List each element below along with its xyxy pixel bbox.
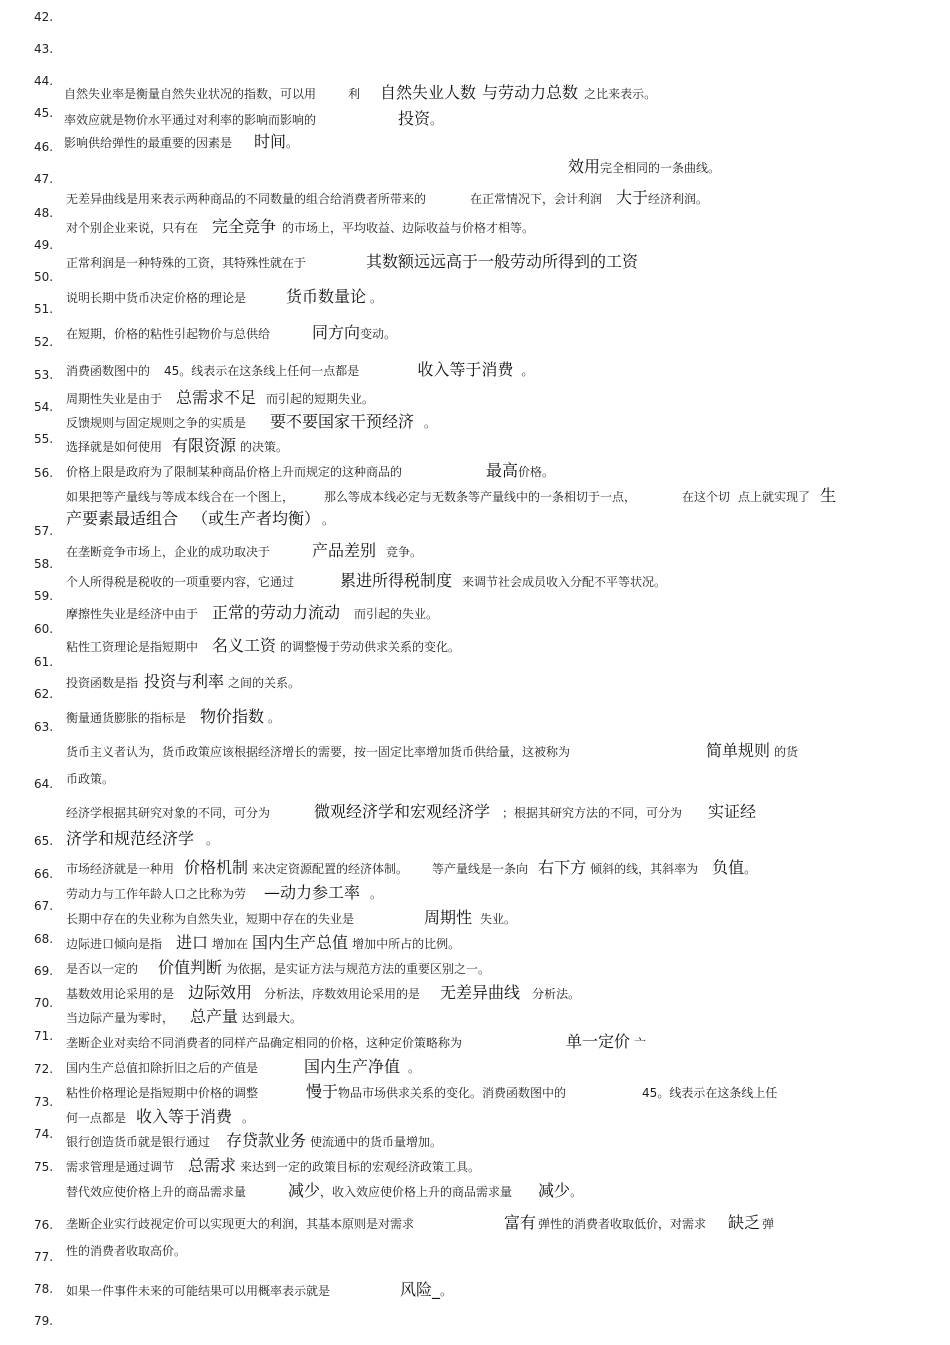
question-text: ；根据其研究方法的不同，可分为 (502, 806, 683, 820)
question-text: 利 (348, 87, 361, 101)
answer-text: 自然失业人数 (380, 83, 477, 102)
question-text: 粘性工资理论是指短期中 (66, 640, 199, 654)
item-number: 71. (34, 1029, 54, 1043)
question-text: 率效应就是物价水平通过对利率的影响而影响的 (64, 113, 317, 127)
question-text: 当边际产量为零时， (66, 1011, 175, 1025)
item-number: 67. (34, 899, 54, 913)
answer-text: 有限资源 (172, 436, 237, 455)
answer-text: 减少 (538, 1181, 571, 1200)
text-line (64, 129, 298, 152)
question-text: 垄断企业对卖给不同消费者的同样产品确定相同的价格，这种定价策略称为 (66, 1036, 463, 1050)
question-text: 如果把等产量线与等成本线合在一个图上， (66, 490, 295, 504)
question-text: 投资函数是指 (66, 676, 139, 690)
question-text: 。 (521, 364, 534, 378)
item-number: 42. (34, 10, 54, 24)
question-text: 的市场上，平均收益、边际收益与价格才相等。 (282, 221, 535, 235)
text-line (66, 1079, 777, 1102)
text-line (66, 855, 756, 878)
item-number: 57. (34, 524, 54, 538)
item-number: 62. (34, 687, 54, 701)
answer-text: 国内生产总值 (252, 933, 349, 952)
item-number: 51. (34, 302, 54, 316)
question-text: 之比来表示。 (584, 87, 657, 101)
question-text: 衡量通货膨胀的指标是 (66, 711, 187, 725)
question-text: 劳动力与工作年龄人口之比称为劳 (66, 887, 247, 901)
question-text: 。 (744, 862, 757, 876)
question-text: 完全相同的一条曲线。 (600, 161, 721, 175)
item-number: 63. (34, 720, 54, 734)
text-line (66, 980, 580, 1003)
text-line (66, 799, 756, 822)
item-number: 76. (34, 1218, 54, 1232)
answer-text: 要不要国家干预经济 (270, 412, 415, 431)
answer-text: 产品差别 (312, 541, 377, 560)
text-line (66, 284, 382, 307)
question-text: 币政策。 (66, 772, 115, 786)
question-text: 国内生产总值扣除折旧之后的产值是 (66, 1061, 259, 1075)
answer-text: 货币数量论 (286, 287, 367, 306)
question-text: 如果一件事件未来的可能结果可以用概率表示就是 (66, 1284, 331, 1298)
question-text: 变动。 (360, 327, 397, 341)
text-line (66, 704, 280, 727)
question-text: 为依据，是实证方法与规范方法的重要区别之一。 (226, 962, 491, 976)
text-line (66, 1210, 774, 1233)
question-text: 。 (424, 416, 437, 430)
question-text: 分析法，序数效用论采用的是 (264, 987, 421, 1001)
text-line (66, 320, 396, 343)
answer-text: 单一定价 (566, 1032, 631, 1051)
question-text: 。 (370, 291, 383, 305)
question-text: 的货 (774, 745, 799, 759)
question-text: 对个别企业来说，只有在 (66, 221, 199, 235)
answer-text: 总需求 (188, 1156, 237, 1175)
question-text: ，收入效应使价格上升的商品需求量 (320, 1185, 513, 1199)
question-text: 点上就实现了 (738, 490, 811, 504)
question-text: 边际进口倾向是指 (66, 937, 163, 951)
answer-text: 完全竞争 (212, 217, 277, 236)
answer-text: 边际效用 (188, 983, 253, 1002)
question-text: 价格上限是政府为了限制某种商品价格上升而规定的这种商品的 (66, 465, 403, 479)
question-text: 增加在 (212, 937, 249, 951)
answer-text: 其数额远远高于一般劳动所得到的工资 (366, 252, 639, 271)
item-number: 50. (34, 270, 54, 284)
question-text: 来决定资源配置的经济体制。 (252, 862, 409, 876)
text-line (66, 1242, 186, 1259)
question-text: 影响供给弹性的最重要的因素是 (64, 136, 233, 150)
text-line (64, 106, 442, 129)
item-number: 60. (34, 622, 54, 636)
answer-text: 济学和规范经济学 (66, 829, 195, 848)
answer-text: 大于 (616, 188, 649, 207)
item-number: 79. (34, 1314, 54, 1328)
question-text: 倾斜的线，其斜率为 (590, 862, 699, 876)
text-line (66, 483, 836, 506)
question-text: 等产量线是一条向 (432, 862, 529, 876)
answer-text: 总产量 (190, 1007, 239, 1026)
question-text: 需求管理是通过调节 (66, 1160, 175, 1174)
answer-text: 进口 (176, 933, 209, 952)
question-text: 增加中所占的比例。 (352, 937, 461, 951)
item-number: 72. (34, 1062, 54, 1076)
text-line (66, 930, 460, 953)
text-line (66, 458, 554, 481)
text-line (66, 568, 666, 591)
question-text: 替代效应使价格上升的商品需求量 (66, 1185, 247, 1199)
text-line (66, 214, 534, 237)
text-line (66, 1128, 442, 1151)
item-number: 66. (34, 867, 54, 881)
answer-text: 收入等于消费 (417, 360, 514, 379)
answer-text: 价值判断 (158, 958, 223, 977)
item-number: 44. (34, 74, 54, 88)
item-number: 70. (34, 996, 54, 1010)
question-text: 货币主义者认为，货币政策应该根据经济增长的需要，按一固定比率增加货币供给量，这被称为 (66, 745, 571, 759)
answer-text: 投资与利率 (144, 672, 225, 691)
question-text: 。 (242, 1111, 255, 1125)
question-text: 。 (322, 513, 335, 527)
question-text: 性的消费者收取高价。 (66, 1244, 187, 1258)
question-text: 。 (268, 711, 281, 725)
item-number: 56. (34, 466, 54, 480)
text-line (66, 826, 218, 849)
question-text: 是否以一定的 (66, 962, 139, 976)
answer-text: 累进所得税制度 (340, 571, 453, 590)
question-text: 。 (206, 833, 219, 847)
item-number: 68. (34, 932, 54, 946)
answer-text: 价格机制 (184, 858, 249, 877)
item-number: 64. (34, 777, 54, 791)
question-text: 说明长期中货币决定价格的理论是 (66, 291, 247, 305)
item-number: 48. (34, 206, 54, 220)
question-text: 使流通中的货币量增加。 (310, 1135, 443, 1149)
item-number: 78. (34, 1282, 54, 1296)
question-text: 来调节社会成员收入分配不平等状况。 (462, 575, 667, 589)
question-text: 竞争。 (386, 545, 423, 559)
answer-text: 实证经 (708, 802, 757, 821)
answer-text: 物价指数 (200, 707, 265, 726)
question-text: 反馈规则与固定规则之争的实质是 (66, 416, 247, 430)
question-text: 来达到一定的政策目标的宏观经济政策工具。 (240, 1160, 481, 1174)
answer-text: 国内生产净值 (304, 1057, 401, 1076)
answer-text: 与劳动力总数 (482, 83, 579, 102)
text-line (66, 433, 288, 456)
question-text: 分析法。 (532, 987, 581, 1001)
question-text: 45 (642, 1086, 658, 1100)
answer-text: 效用 (568, 157, 601, 176)
question-text: 。 (430, 113, 443, 127)
answer-text: 总需求不足 (176, 388, 257, 407)
text-line (66, 357, 533, 380)
question-text: 45 (164, 364, 180, 378)
question-text: 个人所得税是税收的一项重要内容，它通过 (66, 575, 295, 589)
question-text: 之间的关系。 (228, 676, 301, 690)
text-line (66, 880, 382, 903)
item-number: 49. (34, 238, 54, 252)
answer-text: 简单规则 (706, 741, 771, 760)
text-line (66, 185, 708, 208)
question-text: 经济利润。 (648, 192, 709, 206)
answer-text: 无差异曲线 (440, 983, 521, 1002)
answer-text: 最高 (486, 461, 519, 480)
text-line (66, 1054, 420, 1077)
answer-text: 负值 (712, 858, 745, 877)
answer-text: 右下方 (538, 858, 587, 877)
question-text: 。 (408, 1061, 421, 1075)
answer-text: 慢于 (306, 1082, 339, 1101)
text-line (66, 1029, 646, 1052)
answer-text: —动力参工率 (264, 883, 361, 902)
question-text: 摩擦性失业是经济中由于 (66, 607, 199, 621)
question-text: 市场经济就是一种用 (66, 862, 175, 876)
text-line (66, 1004, 302, 1027)
item-number: 47. (34, 172, 54, 186)
question-text: 银行创造货币就是银行通过 (66, 1135, 211, 1149)
item-number: 43. (34, 42, 54, 56)
question-text: 在垄断竞争市场上，企业的成功取决于 (66, 545, 271, 559)
question-text: 而引起的失业。 (354, 607, 439, 621)
question-text: 自然失业率是衡量自然失业状况的指数，可以用 (64, 87, 317, 101)
item-number: 46. (34, 140, 54, 154)
question-text: 亠 (634, 1036, 647, 1050)
question-text: 弹性的消费者收取低价，对需求 (538, 1217, 707, 1231)
question-text: 那么等成本线必定与无数条等产量线中的一条相切于一点， (324, 490, 637, 504)
question-text: 物品市场供求关系的变化。消费函数图中的 (338, 1086, 567, 1100)
text-line (64, 80, 656, 103)
answer-text: 风险_ (400, 1280, 441, 1299)
text-line (66, 669, 300, 692)
item-number: 53. (34, 368, 54, 382)
text-line (66, 249, 638, 272)
question-text: 周期性失业是由于 (66, 392, 163, 406)
question-text: 。 (570, 1185, 583, 1199)
item-number: 61. (34, 655, 54, 669)
answer-text: 正常的劳动力流动 (212, 603, 341, 622)
item-number: 77. (34, 1250, 54, 1264)
item-number: 59. (34, 589, 54, 603)
question-text: 无差异曲线是用来表示两种商品的不同数量的组合给消费者所带来的 (66, 192, 427, 206)
question-text: 。 (370, 887, 383, 901)
question-text: 失业。 (480, 912, 517, 926)
question-text: 选择就是如何使用 (66, 440, 163, 454)
question-text: 在这个切 (682, 490, 731, 504)
question-text: 弹 (762, 1217, 775, 1231)
text-line (66, 506, 334, 529)
answer-text: 周期性 (424, 908, 473, 927)
answer-text: 收入等于消费 (136, 1107, 233, 1126)
question-text: 粘性价格理论是指短期中价格的调整 (66, 1086, 259, 1100)
text-line (66, 1277, 452, 1300)
answer-text: 名义工资 (212, 636, 277, 655)
answer-text: 减少 (288, 1181, 321, 1200)
question-text: 的调整慢于劳动供求关系的变化。 (280, 640, 461, 654)
answer-text: 生 (820, 486, 837, 505)
answer-text: （或生产者均衡） (192, 509, 313, 528)
text-line (66, 633, 460, 656)
item-number: 75. (34, 1160, 54, 1174)
question-text: 基数效用论采用的是 (66, 987, 175, 1001)
text-line (66, 955, 490, 978)
text-line (66, 385, 374, 408)
question-text: 垄断企业实行歧视定价可以实现更大的利润，其基本原则是对需求 (66, 1217, 415, 1231)
question-text: 经济学根据其研究对象的不同，可分为 (66, 806, 271, 820)
text-line (66, 538, 422, 561)
item-number: 45. (34, 106, 54, 120)
item-number: 58. (34, 557, 54, 571)
answer-text: 时间 (254, 132, 287, 151)
question-text: 在短期，价格的粘性引起物价与总供给 (66, 327, 271, 341)
item-number: 55. (34, 432, 54, 446)
question-text: 。 (286, 136, 299, 150)
text-line (66, 905, 516, 928)
question-text: 正常利润是一种特殊的工资，其特殊性就在于 (66, 256, 307, 270)
question-text: 在正常情况下，会计利润 (470, 192, 603, 206)
item-number: 65. (34, 834, 54, 848)
answer-text: 微观经济学和宏观经济学 (314, 802, 491, 821)
text-line (66, 1178, 582, 1201)
answer-text: 产要素最适组合 (66, 509, 179, 528)
answer-text: 同方向 (312, 323, 361, 342)
text-line (568, 154, 720, 177)
question-text: 价格。 (518, 465, 555, 479)
text-line (66, 770, 114, 787)
answer-text: 存贷款业务 (226, 1131, 307, 1150)
question-text: 而引起的短期失业。 (266, 392, 375, 406)
question-text: 何一点都是 (66, 1111, 127, 1125)
question-text: 达到最大。 (242, 1011, 303, 1025)
answer-text: 富有 (504, 1213, 537, 1232)
text-line (66, 738, 798, 761)
question-text: 。 (440, 1284, 453, 1298)
text-line (66, 409, 436, 432)
question-text: 长期中存在的失业称为自然失业，短期中存在的失业是 (66, 912, 355, 926)
question-text: 。线表示在这条线上任 (657, 1086, 778, 1100)
item-number: 52. (34, 335, 54, 349)
text-line (66, 600, 438, 623)
item-number: 73. (34, 1095, 54, 1109)
question-text: 。线表示在这条线上任何一点都是 (179, 364, 360, 378)
answer-text: 投资 (398, 109, 431, 128)
item-number: 69. (34, 964, 54, 978)
question-text: 消费函数图中的 (66, 364, 151, 378)
text-line (66, 1153, 480, 1176)
answer-text: 缺乏 (728, 1213, 761, 1232)
text-line (66, 1104, 254, 1127)
item-number: 54. (34, 400, 54, 414)
item-number: 74. (34, 1127, 54, 1141)
question-text: 的决策。 (240, 440, 289, 454)
